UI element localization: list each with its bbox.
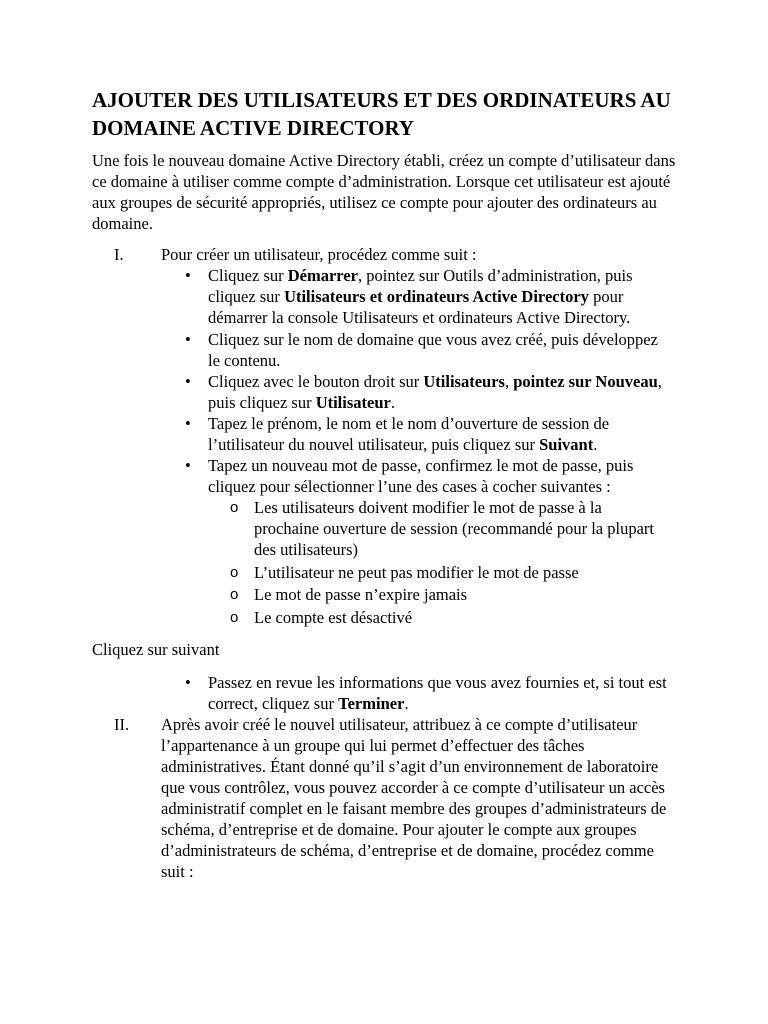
option-marker: o (230, 499, 239, 516)
bullet-bold-text: Utilisateurs et ordinateurs Active Directory (284, 287, 589, 306)
option-item (230, 584, 674, 605)
option-text: Le compte est désactivé (254, 608, 413, 627)
bullet-bold-text: Terminer (338, 694, 405, 713)
list-item (185, 672, 668, 714)
bullet-marker: • (185, 456, 191, 475)
bullet-bold-text: Utilisateurs (423, 372, 505, 391)
intro-paragraph: Une fois le nouveau domaine Active Directory établi, créez un compte d’utilisateur dans ce domaine à utiliser comme compte d’administration. Lorsque cet utilisateur est ajouté aux groupes de sécurité appropriés, utilisez ce compte pour ajouter des ordinateurs au domaine. (92, 151, 676, 233)
option-text: Les utilisateurs doivent modifier le mot de passe à la prochaine ouverture de session (recommandé pour la plupart des utilisateurs) (254, 498, 654, 559)
section-2-number: II. (114, 715, 130, 734)
bullet-marker: • (185, 414, 191, 433)
bullet-text: , (504, 372, 514, 391)
section-1-number: I. (114, 245, 124, 264)
option-item (230, 497, 654, 560)
list-item (185, 265, 683, 328)
bullet-marker: • (185, 266, 191, 285)
list-item (185, 413, 658, 455)
bullet-bold-text: Démarrer (287, 266, 358, 285)
click-next-text: Cliquez sur suivant (92, 640, 220, 659)
bullet-text: Tapez le prénom, le nom et le nom d’ouverture de session de l’utilisateur du nouvel utilisateur, puis cliquez sur (208, 414, 610, 454)
bullet-text: Cliquez avec le bouton droit sur (208, 372, 424, 391)
bullet-bold-text: Utilisateur (315, 393, 391, 412)
bullet-marker: • (185, 330, 191, 349)
option-text: L’utilisateur ne peut pas modifier le mot de passe (254, 563, 579, 582)
bullet-text: Cliquez sur le nom de domaine que vous avez créé, puis développez le contenu. (208, 330, 658, 370)
option-marker: o (230, 586, 239, 603)
bullet-text: , puis cliquez sur (208, 372, 662, 412)
bullet-text: . (404, 694, 409, 713)
bullet-marker: • (185, 673, 191, 692)
bullet-text: . (593, 435, 598, 454)
bullet-text: Passez en revue les informations que vous avez fournies et, si tout est correct, cliquez sur (208, 673, 667, 713)
option-text: Le mot de passe n’expire jamais (254, 585, 468, 604)
bullet-text: , pointez sur Outils d’administration, puis cliquez sur (208, 266, 633, 306)
bullet-text: pour démarrer la console Utilisateurs et ordinateurs Active Directory. (208, 287, 631, 327)
section-2-text: Après avoir créé le nouvel utilisateur, attribuez à ce compte d’utilisateur l’appartenance à un groupe qui lui permet d’effectuer des tâches administratives. Étant donné qu’il s’agit d’un environnement de laboratoire que vous contrôlez, vous pouvez accorder à ce compte d’utilisateur un accès administratif complet en le faisant membre des groupes d’administrateurs de schéma, d’entreprise et de domaine. Pour ajouter le compte aux groupes d’administrateurs de schéma, d’entreprise et de domaine, procédez comme suit : (161, 715, 667, 881)
bullet-marker: • (185, 372, 191, 391)
list-item (185, 455, 683, 497)
option-item (230, 607, 674, 628)
option-marker: o (230, 609, 239, 626)
bullet-text: Cliquez sur (208, 266, 288, 285)
bullet-text: Tapez un nouveau mot de passe, confirmez le mot de passe, puis cliquez pour sélectionner l’une des cases à cocher suivantes : (208, 456, 634, 496)
list-item (185, 329, 658, 371)
document-title: AJOUTER DES UTILISATEURS ET DES ORDINATEURS AU DOMAINE ACTIVE DIRECTORY (92, 88, 671, 140)
bullet-text: . (390, 393, 395, 412)
list-item (185, 371, 668, 413)
bullet-bold-text: Suivant (539, 435, 594, 454)
option-item (230, 562, 674, 583)
section-1-text: Pour créer un utilisateur, procédez comme suit : (161, 245, 477, 264)
bullet-bold-text: pointez sur Nouveau (513, 372, 658, 391)
option-marker: o (230, 564, 239, 581)
